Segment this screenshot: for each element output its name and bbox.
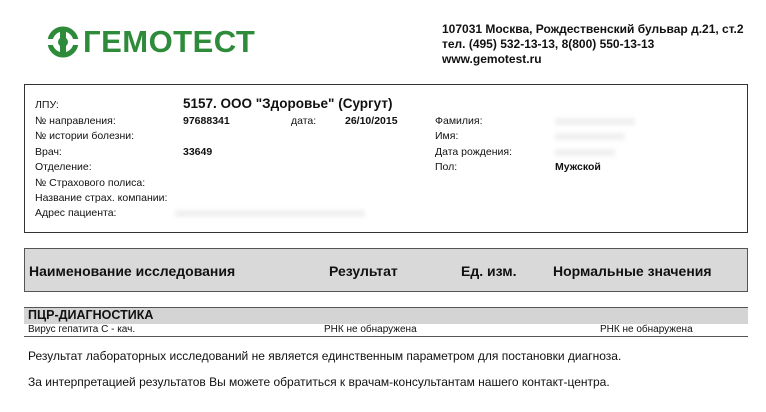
column-result: Результат: [329, 263, 398, 279]
surname-label: Фамилия:: [435, 115, 483, 127]
sex-label: Пол:: [435, 161, 458, 173]
department-label: Отделение:: [35, 161, 92, 173]
row-normal-value: РНК не обнаружена: [600, 324, 693, 335]
referral-label: № направления:: [35, 115, 116, 127]
name-label: Имя:: [435, 130, 459, 142]
sex-value: Мужской: [555, 161, 601, 173]
redacted-birthdate: [555, 149, 615, 156]
redacted-surname: [555, 118, 635, 125]
column-unit: Ед. изм.: [461, 263, 517, 279]
column-normal-values: Нормальные значения: [553, 263, 712, 279]
history-label: № истории болезни:: [35, 130, 135, 142]
results-table-header: [24, 248, 748, 292]
date-label: дата:: [291, 115, 317, 127]
lpu-label: ЛПУ:: [35, 99, 59, 111]
section-title: ПЦР-ДИАГНОСТИКА: [28, 308, 154, 322]
lab-address: 107031 Москва, Рождественский бульвар д.21, ст.2: [442, 22, 744, 36]
disclaimer-note: Результат лабораторных исследований не является единственным параметром для постановки диагноза.: [28, 349, 622, 363]
patient-address-label: Адрес пациента:: [35, 207, 117, 219]
patient-info-box: [24, 84, 748, 233]
contact-block: [442, 22, 744, 67]
insurance-company-label: Название страх. компании:: [35, 192, 168, 204]
gemotest-logo: [46, 24, 255, 60]
date-value: 26/10/2015: [345, 115, 398, 127]
logo-mark-icon: [46, 25, 80, 59]
row-test-name: Вирус гепатита С - кач.: [28, 324, 136, 335]
redacted-name: [555, 133, 625, 140]
birthdate-label: Дата рождения:: [435, 146, 512, 158]
table-row: [24, 324, 748, 337]
section-header: [24, 307, 748, 324]
doctor-value: 33649: [183, 146, 213, 158]
doctor-label: Врач:: [35, 146, 62, 158]
contact-note: За интерпретацией результатов Вы можете обратиться к врачам-консультантам нашего контакт-центра.: [28, 375, 610, 389]
redacted-address: [175, 210, 365, 217]
lab-website[interactable]: www.gemotest.ru: [442, 52, 542, 66]
logo-text: ГЕМОТЕСТ: [83, 24, 256, 59]
insurance-label: № Страхового полиса:: [35, 177, 146, 189]
column-test-name: Наименование исследования: [29, 263, 236, 279]
row-result: РНК не обнаружена: [324, 324, 417, 335]
referral-value: 97688341: [183, 115, 230, 127]
lpu-value: 5157. ООО "Здоровье" (Сургут): [183, 96, 393, 111]
lab-phones: тел. (495) 532-13-13, 8(800) 550-13-13: [442, 37, 655, 51]
